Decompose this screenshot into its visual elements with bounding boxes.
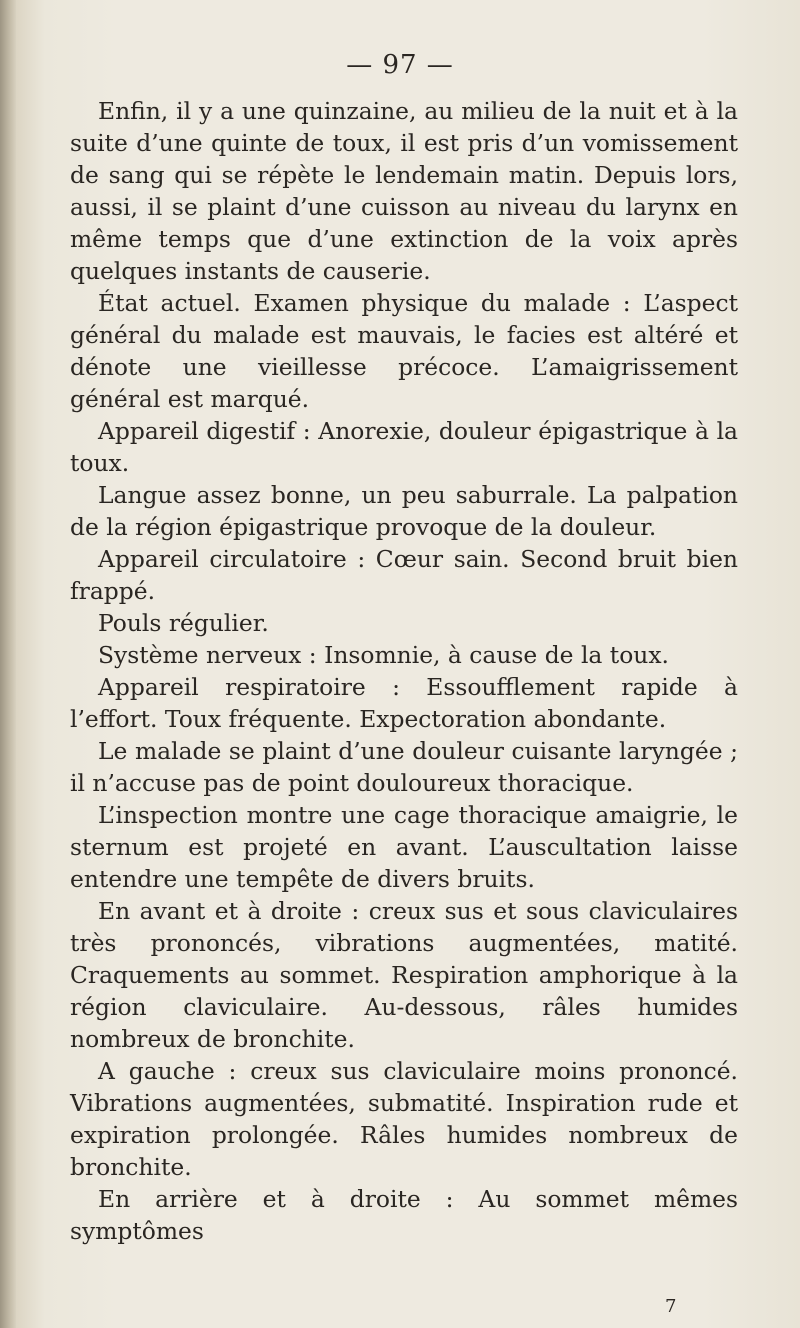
paragraph-1: Enfin, il y a une quinzaine, au milieu de la nuit et à la suite d’une quinte de toux, il est pris d’un vomissement de sang qui se répète le lendemain matin. Depuis lors, aussi, il se plaint d’une cuisson au niveau du larynx en même temps que d’une extinction de la voix après quelques instants de causerie. (70, 97, 738, 285)
paragraph-9: Le malade se plaint d’une douleur cuisante laryngée ; il n’accuse pas de point douloureux thoracique. (70, 737, 738, 797)
paragraph-10: L’inspection montre une cage thoracique amaigrie, le sternum est projeté en avant. L’auscultation laisse entendre une tempête de divers bruits. (70, 801, 738, 893)
paragraph-11: En avant et à droite : creux sus et sous claviculaires très prononcés, vibrations augmentées, matité. Craquements au sommet. Respiration amphorique à la région claviculaire. Au-dessous, râles humides nombreux de bronchite. (70, 897, 738, 1053)
paragraph-13: En arrière et à droite : Au sommet mêmes symptômes (70, 1185, 738, 1245)
paragraph-7: Système nerveux : Insomnie, à cause de la toux. (98, 641, 669, 669)
paragraph-12: A gauche : creux sus claviculaire moins prononcé. Vibrations augmentées, submatité. Inspiration rude et expiration prolongée. Râles humides nombreux de bronchite. (70, 1057, 738, 1181)
paragraph-5: Appareil circulatoire : Cœur sain. Second bruit bien frappé. (70, 545, 738, 605)
body-text (70, 95, 738, 1247)
paragraph-2: État actuel. Examen physique du malade : L’aspect général du malade est mauvais, le facies est altéré et dénote une vieillesse précoce. L’amaigrissement général est marqué. (70, 289, 738, 413)
paragraph-3: Appareil digestif : Anorexie, douleur épigastrique à la toux. (70, 417, 738, 477)
signature-mark: 7 (665, 1296, 677, 1317)
paragraph-8: Appareil respiratoire : Essoufflement rapide à l’effort. Toux fréquente. Expectoration abondante. (70, 673, 738, 733)
page-binding-edge (0, 0, 16, 1328)
paragraph-4: Langue assez bonne, un peu saburrale. La palpation de la région épigastrique provoque de la douleur. (70, 481, 738, 541)
page-number: — 97 — (346, 50, 454, 80)
paragraph-6: Pouls régulier. (98, 609, 269, 637)
